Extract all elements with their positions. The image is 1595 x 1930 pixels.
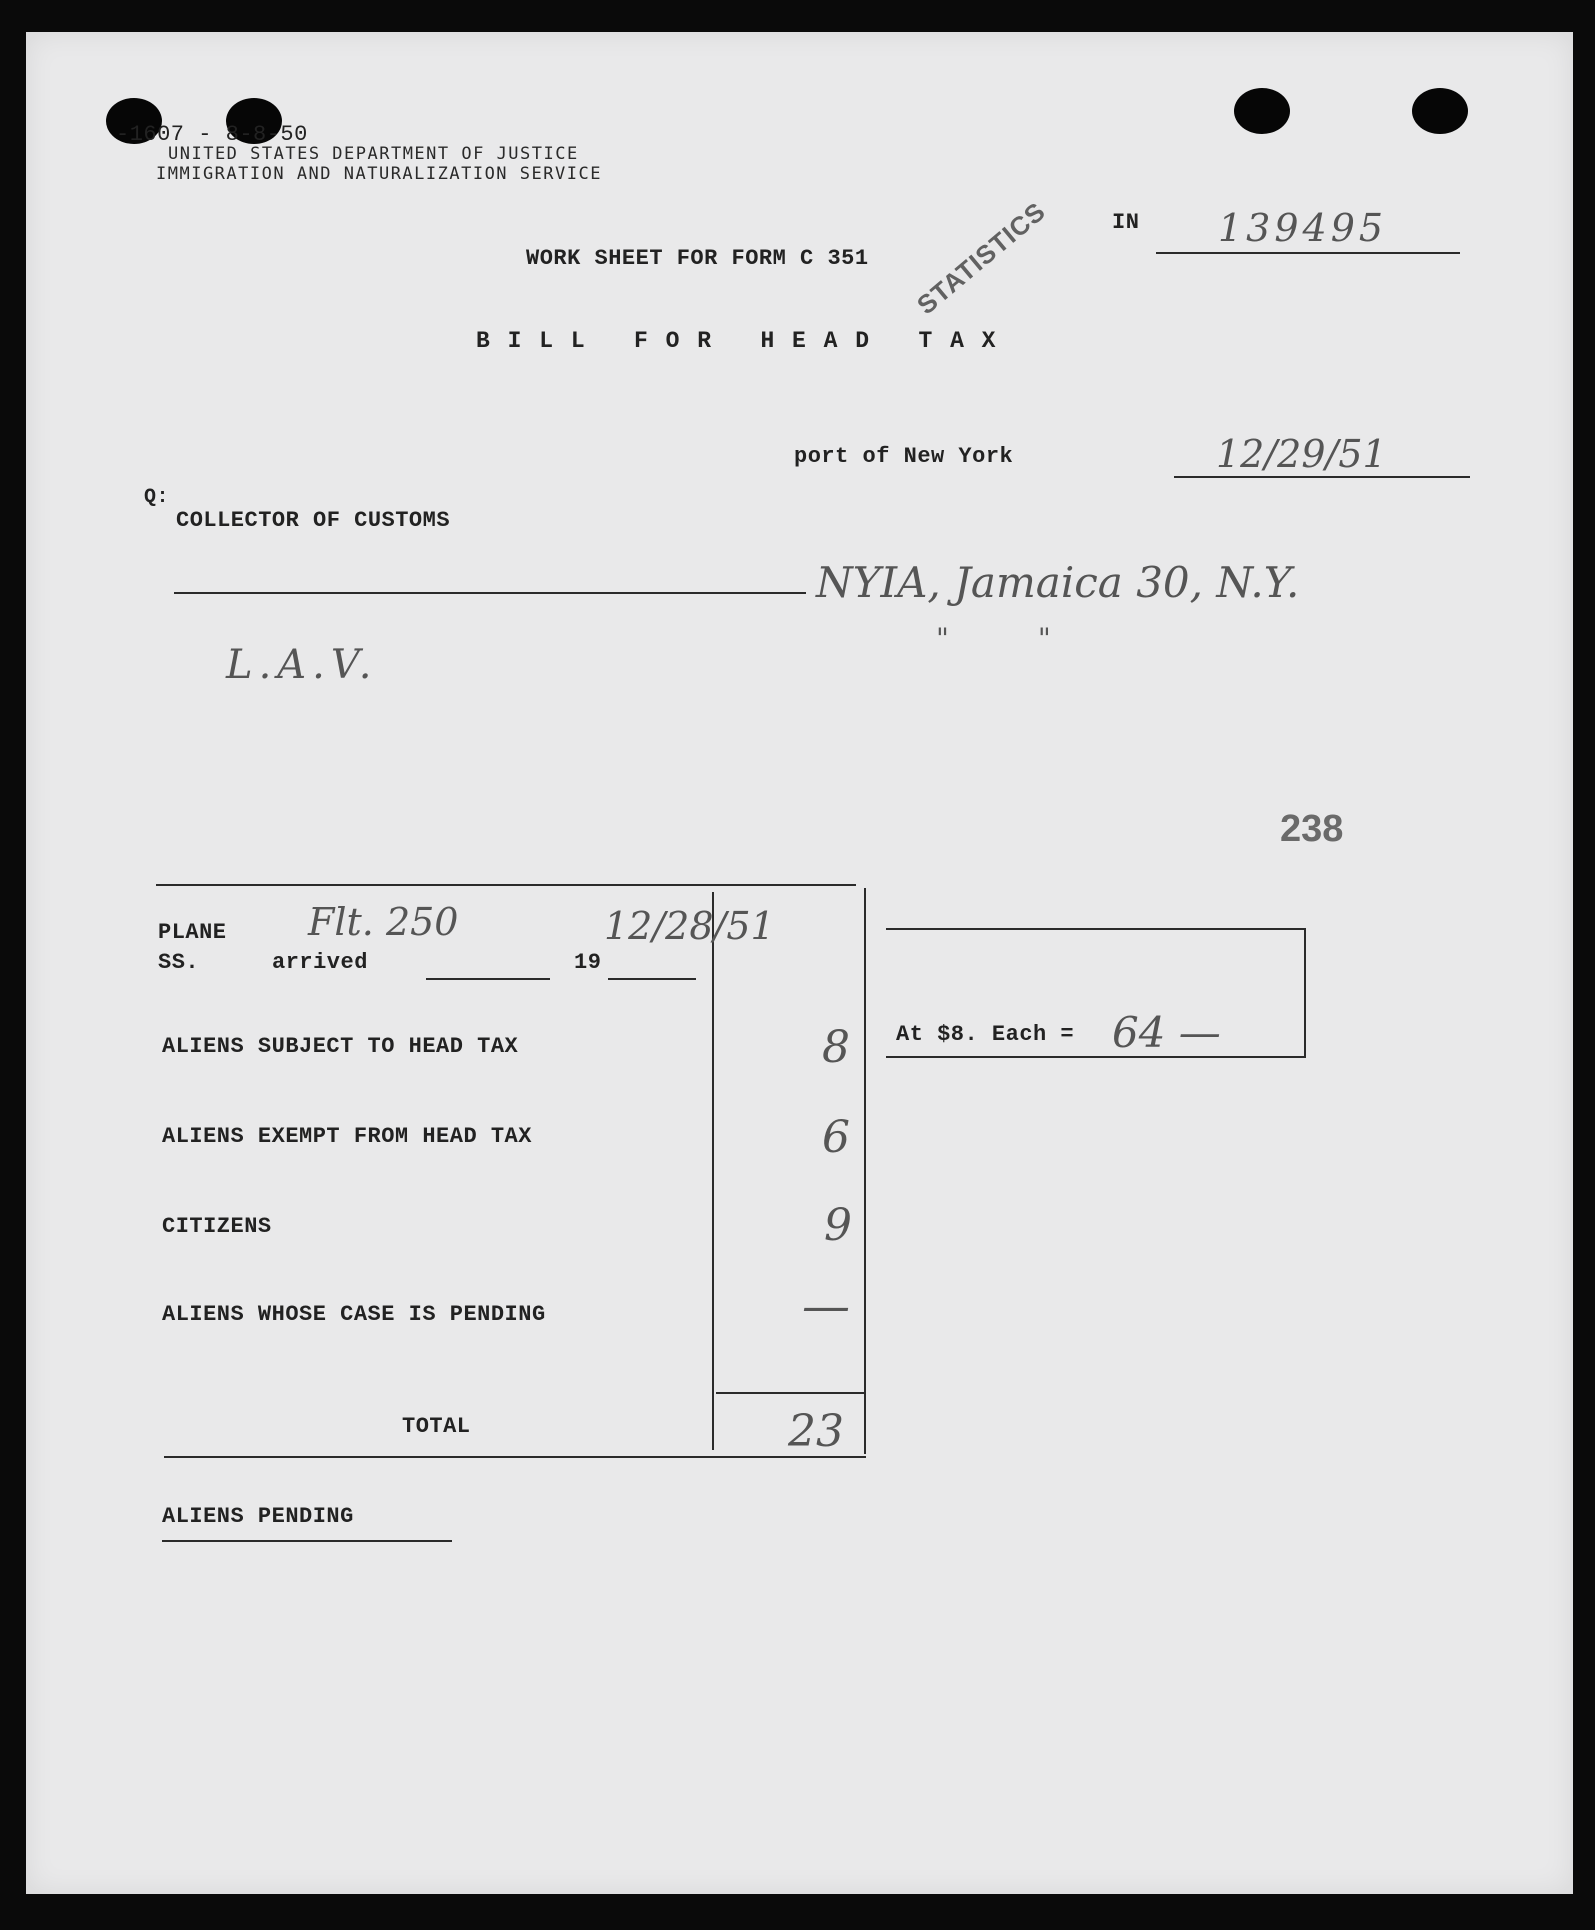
row-label-subject: ALIENS SUBJECT TO HEAD TAX	[162, 1034, 519, 1059]
plane-label: PLANE	[158, 920, 227, 945]
handwritten-location: NYIA, Jamaica 30, N.Y.	[816, 558, 1300, 607]
handwritten-initials: L.A.V.	[226, 642, 378, 688]
row-label-citizens: CITIZENS	[162, 1214, 272, 1239]
in-number: 139495	[1218, 206, 1388, 250]
arrival-date-line	[426, 978, 550, 980]
table-divider	[712, 892, 714, 1450]
total-value: 23	[788, 1406, 844, 1457]
in-label: IN	[1112, 210, 1140, 235]
arrival-year-line	[608, 978, 696, 980]
row-label-pending: ALIENS WHOSE CASE IS PENDING	[162, 1302, 546, 1327]
tax-rate-label: At $8. Each =	[896, 1022, 1075, 1047]
in-underline	[1156, 252, 1460, 254]
ss-label: SS.	[158, 950, 200, 975]
punch-hole-4	[1412, 88, 1468, 134]
port-label: port of New York	[794, 444, 1014, 469]
row-count-subject: 8	[822, 1022, 850, 1073]
agency-line-1: UNITED STATES DEPARTMENT OF JUSTICE	[168, 144, 579, 164]
row-count-exempt: 6	[822, 1112, 850, 1163]
form-code: -1607 - 8-8-50	[116, 122, 308, 147]
total-separator	[716, 1392, 866, 1394]
tax-amount: 64 —	[1112, 1008, 1221, 1057]
document-sheet	[26, 32, 1573, 1894]
collector-line	[174, 592, 806, 594]
statistics-stamp: STATISTICS	[911, 195, 1052, 321]
arrived-label: arrived	[272, 950, 368, 975]
tax-box-top	[886, 928, 1306, 930]
row-count-pending: —	[802, 1278, 850, 1334]
arrival-date: 12/28/51	[604, 904, 775, 948]
port-date-underline	[1174, 476, 1470, 478]
agency-line-2: IMMIGRATION AND NATURALIZATION SERVICE	[156, 164, 602, 184]
page-number: 238	[1280, 808, 1344, 850]
punch-hole-3	[1234, 88, 1290, 134]
tax-box-bottom	[886, 1056, 1306, 1058]
bill-title: B I L L F O R H E A D T A X	[476, 328, 998, 354]
year-prefix: 19	[574, 950, 602, 975]
table-top-line	[156, 884, 856, 886]
table-bottom-line	[164, 1456, 866, 1458]
aliens-pending-label: ALIENS PENDING	[162, 1504, 354, 1529]
tax-box-right	[1304, 928, 1306, 1058]
port-date: 12/29/51	[1216, 432, 1387, 476]
flight-number: Flt. 250	[308, 900, 459, 944]
total-label: TOTAL	[402, 1414, 471, 1439]
ditto-marks: " "	[936, 622, 1051, 655]
to-prefix: Q:	[144, 486, 170, 509]
aliens-pending-underline	[162, 1540, 452, 1542]
table-right-edge	[864, 888, 866, 1454]
collector-label: COLLECTOR OF CUSTOMS	[176, 508, 451, 533]
row-label-exempt: ALIENS EXEMPT FROM HEAD TAX	[162, 1124, 532, 1149]
row-count-citizens: 9	[824, 1200, 852, 1251]
worksheet-title: WORK SHEET FOR FORM C 351	[526, 246, 869, 271]
